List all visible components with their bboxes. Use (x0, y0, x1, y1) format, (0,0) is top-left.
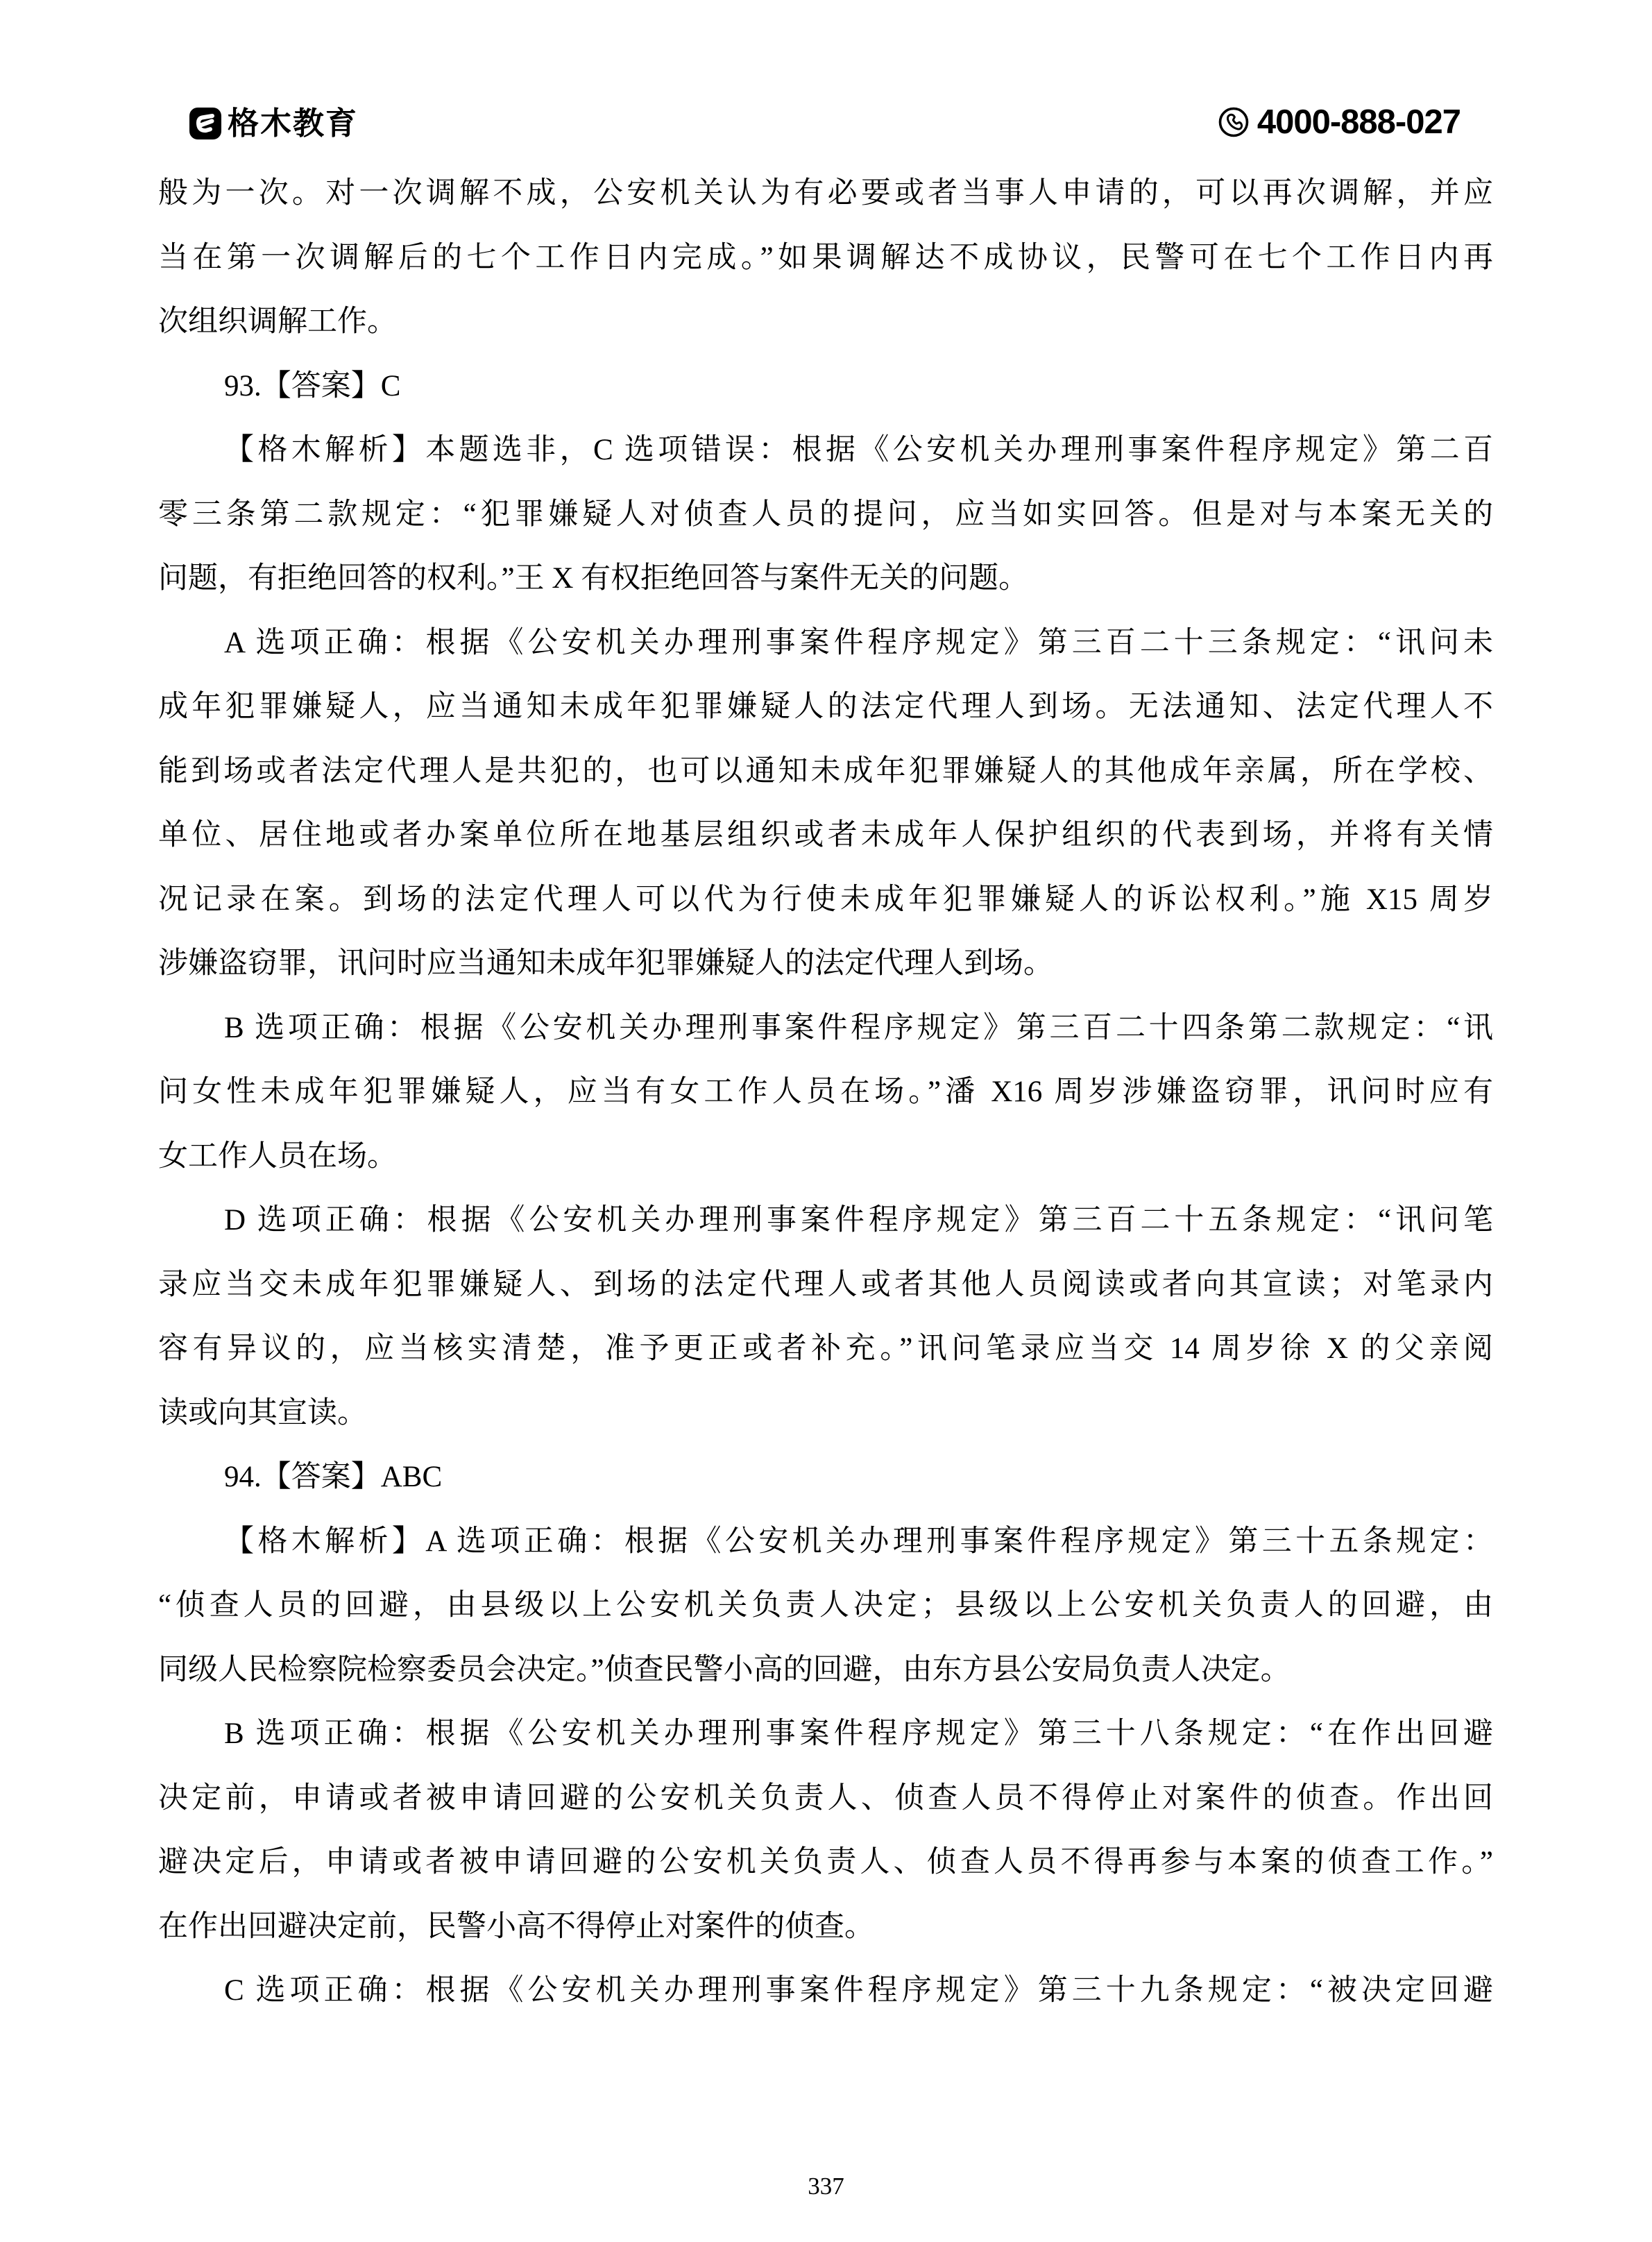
document-body (158, 162, 1493, 2023)
text-line: 单位、居住地或者办案单位所在地基层组织或者未成年人保护组织的代表到场，并将有关情 (158, 819, 1493, 851)
text-line: 【格木解析】本题选非，C 选项错误：根据《公安机关办理刑事案件程序规定》第二百 (224, 434, 1493, 466)
phone-number: 4000-888-027 (1257, 103, 1461, 141)
brand-logo (189, 105, 359, 141)
text-line: 避决定后，申请或者被申请回避的公安机关负责人、侦查人员不得再参与本案的侦查工作。” (158, 1846, 1493, 1878)
text-line: A 选项正确：根据《公安机关办理刑事案件程序规定》第三百二十三条规定：“讯问未 (224, 626, 1493, 659)
text-line: 零三条第二款规定：“犯罪嫌疑人对侦查人员的提问，应当如实回答。但是对与本案无关的 (158, 498, 1493, 531)
text-line: 能到场或者法定代理人是共犯的，也可以通知未成年犯罪嫌疑人的其他成年亲属，所在学校、 (158, 754, 1493, 788)
text-line: 当在第一次调解后的七个工作日内完成。”如果调解达不成协议，民警可在七个工作日内再 (158, 241, 1493, 274)
brand-name: 格木教育 (228, 105, 359, 141)
text-line: 问女性未成年犯罪嫌疑人，应当有女工作人员在场。”潘 X16 周岁涉嫌盗窃罪，讯问时应有 (158, 1076, 1493, 1108)
page-header (0, 0, 1652, 160)
text-line: B 选项正确：根据《公安机关办理刑事案件程序规定》第三十八条规定：“在作出回避 (224, 1717, 1493, 1750)
text-line: “侦查人员的回避，由县级以上公安机关负责人决定；县级以上公安机关负责人的回避，由 (158, 1589, 1493, 1622)
text-line: C 选项正确：根据《公安机关办理刑事案件程序规定》第三十九条规定：“被决定回避 (224, 1974, 1493, 2007)
text-line: 同级人民检察院检察委员会决定。”侦查民警小高的回避，由东方县公安局负责人决定。 (158, 1653, 1291, 1686)
text-line: 况记录在案。到场的法定代理人可以代为行使未成年犯罪嫌疑人的诉讼权利。”施 X15 周岁 (158, 883, 1493, 916)
text-line: 在作出回避决定前，民警小高不得停止对案件的侦查。 (158, 1910, 874, 1943)
text-line: 94.【答案】ABC (224, 1461, 443, 1493)
text-line: B 选项正确：根据《公安机关办理刑事案件程序规定》第三百二十四条第二款规定：“讯 (224, 1011, 1493, 1044)
text-line: 问题，有拒绝回答的权利。”王 X 有权拒绝回答与案件无关的问题。 (158, 562, 1029, 595)
phone-icon (1218, 107, 1249, 137)
contact-phone (1218, 103, 1461, 141)
text-line: 读或向其宣读。 (158, 1396, 367, 1429)
text-line: 容有异议的，应当核实清楚，准予更正或者补充。”讯问笔录应当交 14 周岁徐 X 的父亲阅 (158, 1332, 1493, 1365)
text-line: 次组织调解工作。 (158, 305, 397, 338)
text-line: 般为一次。对一次调解不成，公安机关认为有必要或者当事人申请的，可以再次调解，并应 (158, 177, 1493, 210)
text-line: 【格木解析】A 选项正确：根据《公安机关办理刑事案件程序规定》第三十五条规定： (224, 1525, 1493, 1558)
gemu-logo-icon (189, 108, 221, 139)
text-line: 决定前，申请或者被申请回避的公安机关负责人、侦查人员不得停止对案件的侦查。作出回 (158, 1781, 1493, 1815)
text-line: 录应当交未成年犯罪嫌疑人、到场的法定代理人或者其他人员阅读或者向其宣读；对笔录内 (158, 1268, 1493, 1301)
page-number: 337 (808, 2173, 844, 2200)
text-line: D 选项正确：根据《公安机关办理刑事案件程序规定》第三百二十五条规定：“讯问笔 (224, 1204, 1493, 1237)
text-line: 成年犯罪嫌疑人，应当通知未成年犯罪嫌疑人的法定代理人到场。无法通知、法定代理人不 (158, 690, 1493, 723)
text-line: 涉嫌盗窃罪，讯问时应当通知未成年犯罪嫌疑人的法定代理人到场。 (158, 947, 1053, 980)
text-line: 93.【答案】C (224, 369, 401, 402)
text-line: 女工作人员在场。 (158, 1139, 397, 1173)
